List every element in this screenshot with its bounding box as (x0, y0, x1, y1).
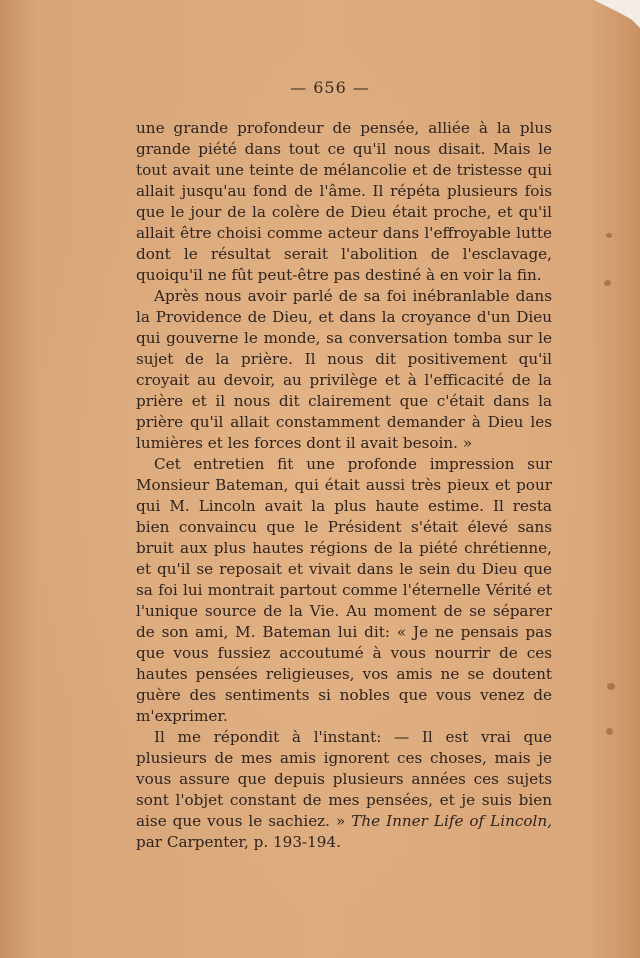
paragraph-text: Après nous avoir parlé de sa foi inébranlable dans la Providence de Dieu, et dans la croyance d'un Dieu qui gouverne le monde, sa conversation tomba sur le sujet de la prière. Il nous dit positivement qu'il croyait au devoir, au privilège et à l'efficacité de la prière et il nous dit clairement que c'était dans la prière qu'il allait constamment demander à Dieu les lumières et les forces dont il avait besoin. » (136, 287, 552, 452)
stain-mark (607, 683, 615, 690)
body-text (136, 118, 552, 853)
stain-mark (604, 280, 611, 286)
paragraph-3 (136, 454, 552, 727)
paragraph-text: une grande profondeur de pensée, alliée à la plus grande piété dans tout ce qu'il nous disait. Mais le tout avait une teinte de mélancolie et de tristesse qui allait jusqu'au fond de l'âme. Il répéta plusieurs fois que le jour de la colère de Dieu était proche, et qu'il allait être choisi comme acteur dans l'effroyable lutte dont le résultat serait l'abolition de l'esclavage, quoiqu'il ne fût peut-être pas destiné à en voir la fin. (136, 119, 552, 284)
paragraph-1 (136, 118, 552, 286)
stain-mark (606, 728, 613, 735)
source-citation: par Carpenter, p. 193-194. (136, 833, 341, 851)
paragraph-4 (136, 727, 552, 853)
stain-mark (606, 233, 612, 238)
paragraph-2 (136, 286, 552, 454)
paragraph-text: Il me répondit à l'instant: — Il est vrai que plusieurs de mes amis ignorent ces choses, mais je vous assure que depuis plusieurs années ces sujets sont l'objet constant de mes pensées, et je suis bien aise que vous le sachiez. » (136, 728, 552, 830)
source-title: The Inner Life of Lincoln, (351, 812, 552, 830)
page-number: — 656 — (290, 78, 370, 97)
paragraph-text: Cet entretien fit une profonde impression sur Monsieur Bateman, qui était aussi très pieux et pour qui M. Lincoln avait la plus haute estime. Il resta bien convaincu que le Président s'était élevé sans bruit aux plus hautes régions de la piété chrétienne, et qu'il se reposait et vivait dans le sein du Dieu que sa foi lui montrait partout comme l'éternelle Vérité et l'unique source de la Vie. Au moment de se séparer de son ami, M. Bateman lui dit: « Je ne pensais pas que vous fussiez accoutumé à vous nourrir de ces hautes pensées religieuses, vos amis ne se doutent guère des sentiments si nobles que vous venez de m'exprimer. (136, 455, 552, 725)
torn-corner (594, 0, 640, 28)
